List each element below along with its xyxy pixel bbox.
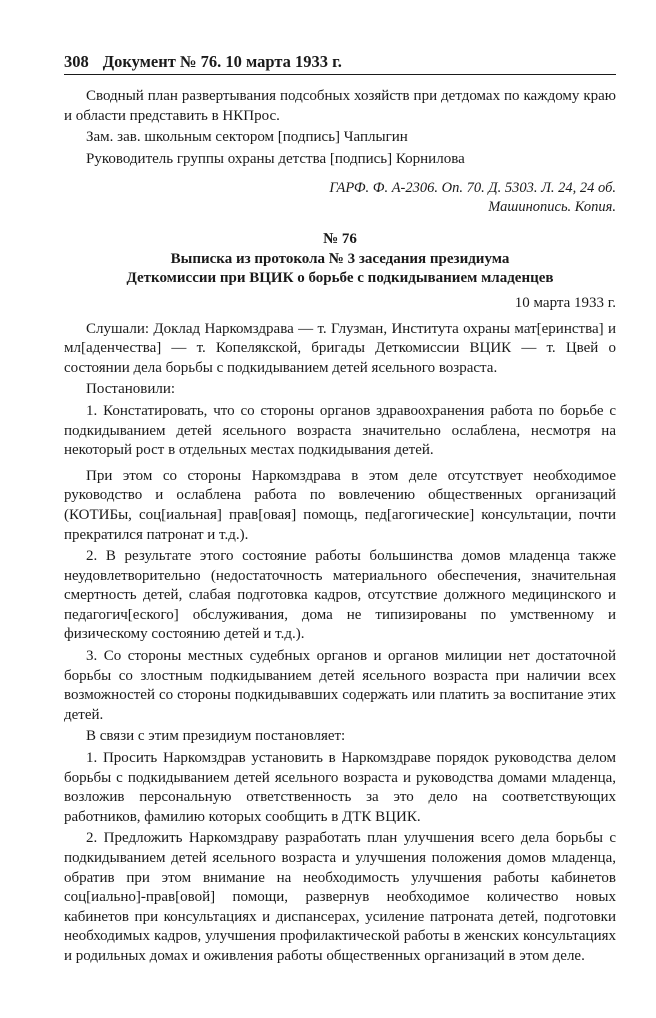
paragraph: При этом со стороны Наркомздрава в этом деле отсутствует необходимое руководство и ослаблена работа по вовлечению общественных организаций (КОТИБы, соц[иальная] прав[овая] помощь, пед[агогические] консультации, почти прекратился патронат и т.д.). (64, 467, 616, 543)
document-title (64, 250, 616, 288)
paragraph: 1. Констатировать, что со стороны органов здравоохранения работа по борьбе с подкидыванием детей ясельного возраста значительно ослаблена, несмотря на некоторый рост в отдельных местах подкидывания детей. (64, 402, 616, 459)
document-page (64, 52, 616, 969)
paragraph: 3. Со стороны местных судебных органов и органов милиции нет достаточной борьбы со злостным подкидыванием детей ясельного возраста при наличии всех возможностей со стороны подкидывавших содержать или платить за воспитание этих детей. (64, 648, 616, 723)
archive-source (64, 179, 616, 216)
document-number: № 76 (323, 231, 357, 248)
signature-line: Руководитель группы охраны детства [подпись] Корнилова (86, 150, 465, 167)
archive-reference: ГАРФ. Ф. А-2306. Оп. 70. Д. 5303. Л. 24, 24 об. (329, 180, 616, 197)
document-title-line: Выписка из протокола № 3 заседания президиума (170, 250, 510, 267)
paragraph: Постановили: (86, 381, 176, 398)
paragraph: Слушали: Доклад Наркомздрава — т. Глузман, Института охраны мат[еринства] и мл[аденчества] — т. Копелякской, бригады Деткомиссии ВЦИК — т. Цвей о состоянии дела борьбы с подкидыванием детей ясельного возраста. (64, 320, 616, 376)
signature-line: Зам. зав. школьным сектором [подпись] Чаплыгин (86, 129, 408, 146)
page-body (64, 87, 616, 967)
paragraph: В связи с этим президиум постановляет: (86, 728, 346, 745)
paragraph: 2. В результате этого состояние работы большинства домов младенца также неудовлетворительно (недостаточность материального обеспечения, значительная смертность детей, слабая подготовка кадров, отсутствие должного медицинского и педагогич[еского] обслуживания, дома не типизированы по умственному и физическому состоянию детей и т.д.). (64, 548, 616, 643)
page-number: 308 (64, 52, 89, 71)
document-title-line: Деткомиссии при ВЦИК о борьбе с подкидыванием младенцев (126, 269, 554, 286)
preceding-paragraph: Сводный план развертывания подсобных хозяйств при детдомах по каждому краю и области представить в НКПрос. (64, 88, 616, 124)
paragraph: 1. Просить Наркомздрав установить в Наркомздраве порядок руководства делом борьбы с подкидыванием детей ясельного возраста и руководства домами младенца, возложив персональную ответственность за это дело на соответствующих работников, фамилию которых сообщить в ДТК ВЦИК. (64, 750, 616, 825)
paragraph: 2. Предложить Наркомздраву разработать план улучшения всего дела борьбы с подкидыванием детей ясельного возраста и улучшения положения домов младенца, обратив при этом внимание на необходимость улучшения работы кабинетов соц[иально]-прав[овой] помощи, развернув необходимое количество новых кабинетов при консультациях и диспансерах, усиление патроната детей, подготовки необходимых кадров, улучшения профилактической работы в женских консультациях и родильных домах и оживления работы общественных организаций в этом деле. (64, 830, 616, 964)
running-head (64, 52, 616, 75)
running-title: Документ № 76. 10 марта 1933 г. (102, 52, 342, 71)
document-date: 10 марта 1933 г. (514, 294, 616, 311)
archive-type: Машинопись. Копия. (488, 198, 616, 215)
